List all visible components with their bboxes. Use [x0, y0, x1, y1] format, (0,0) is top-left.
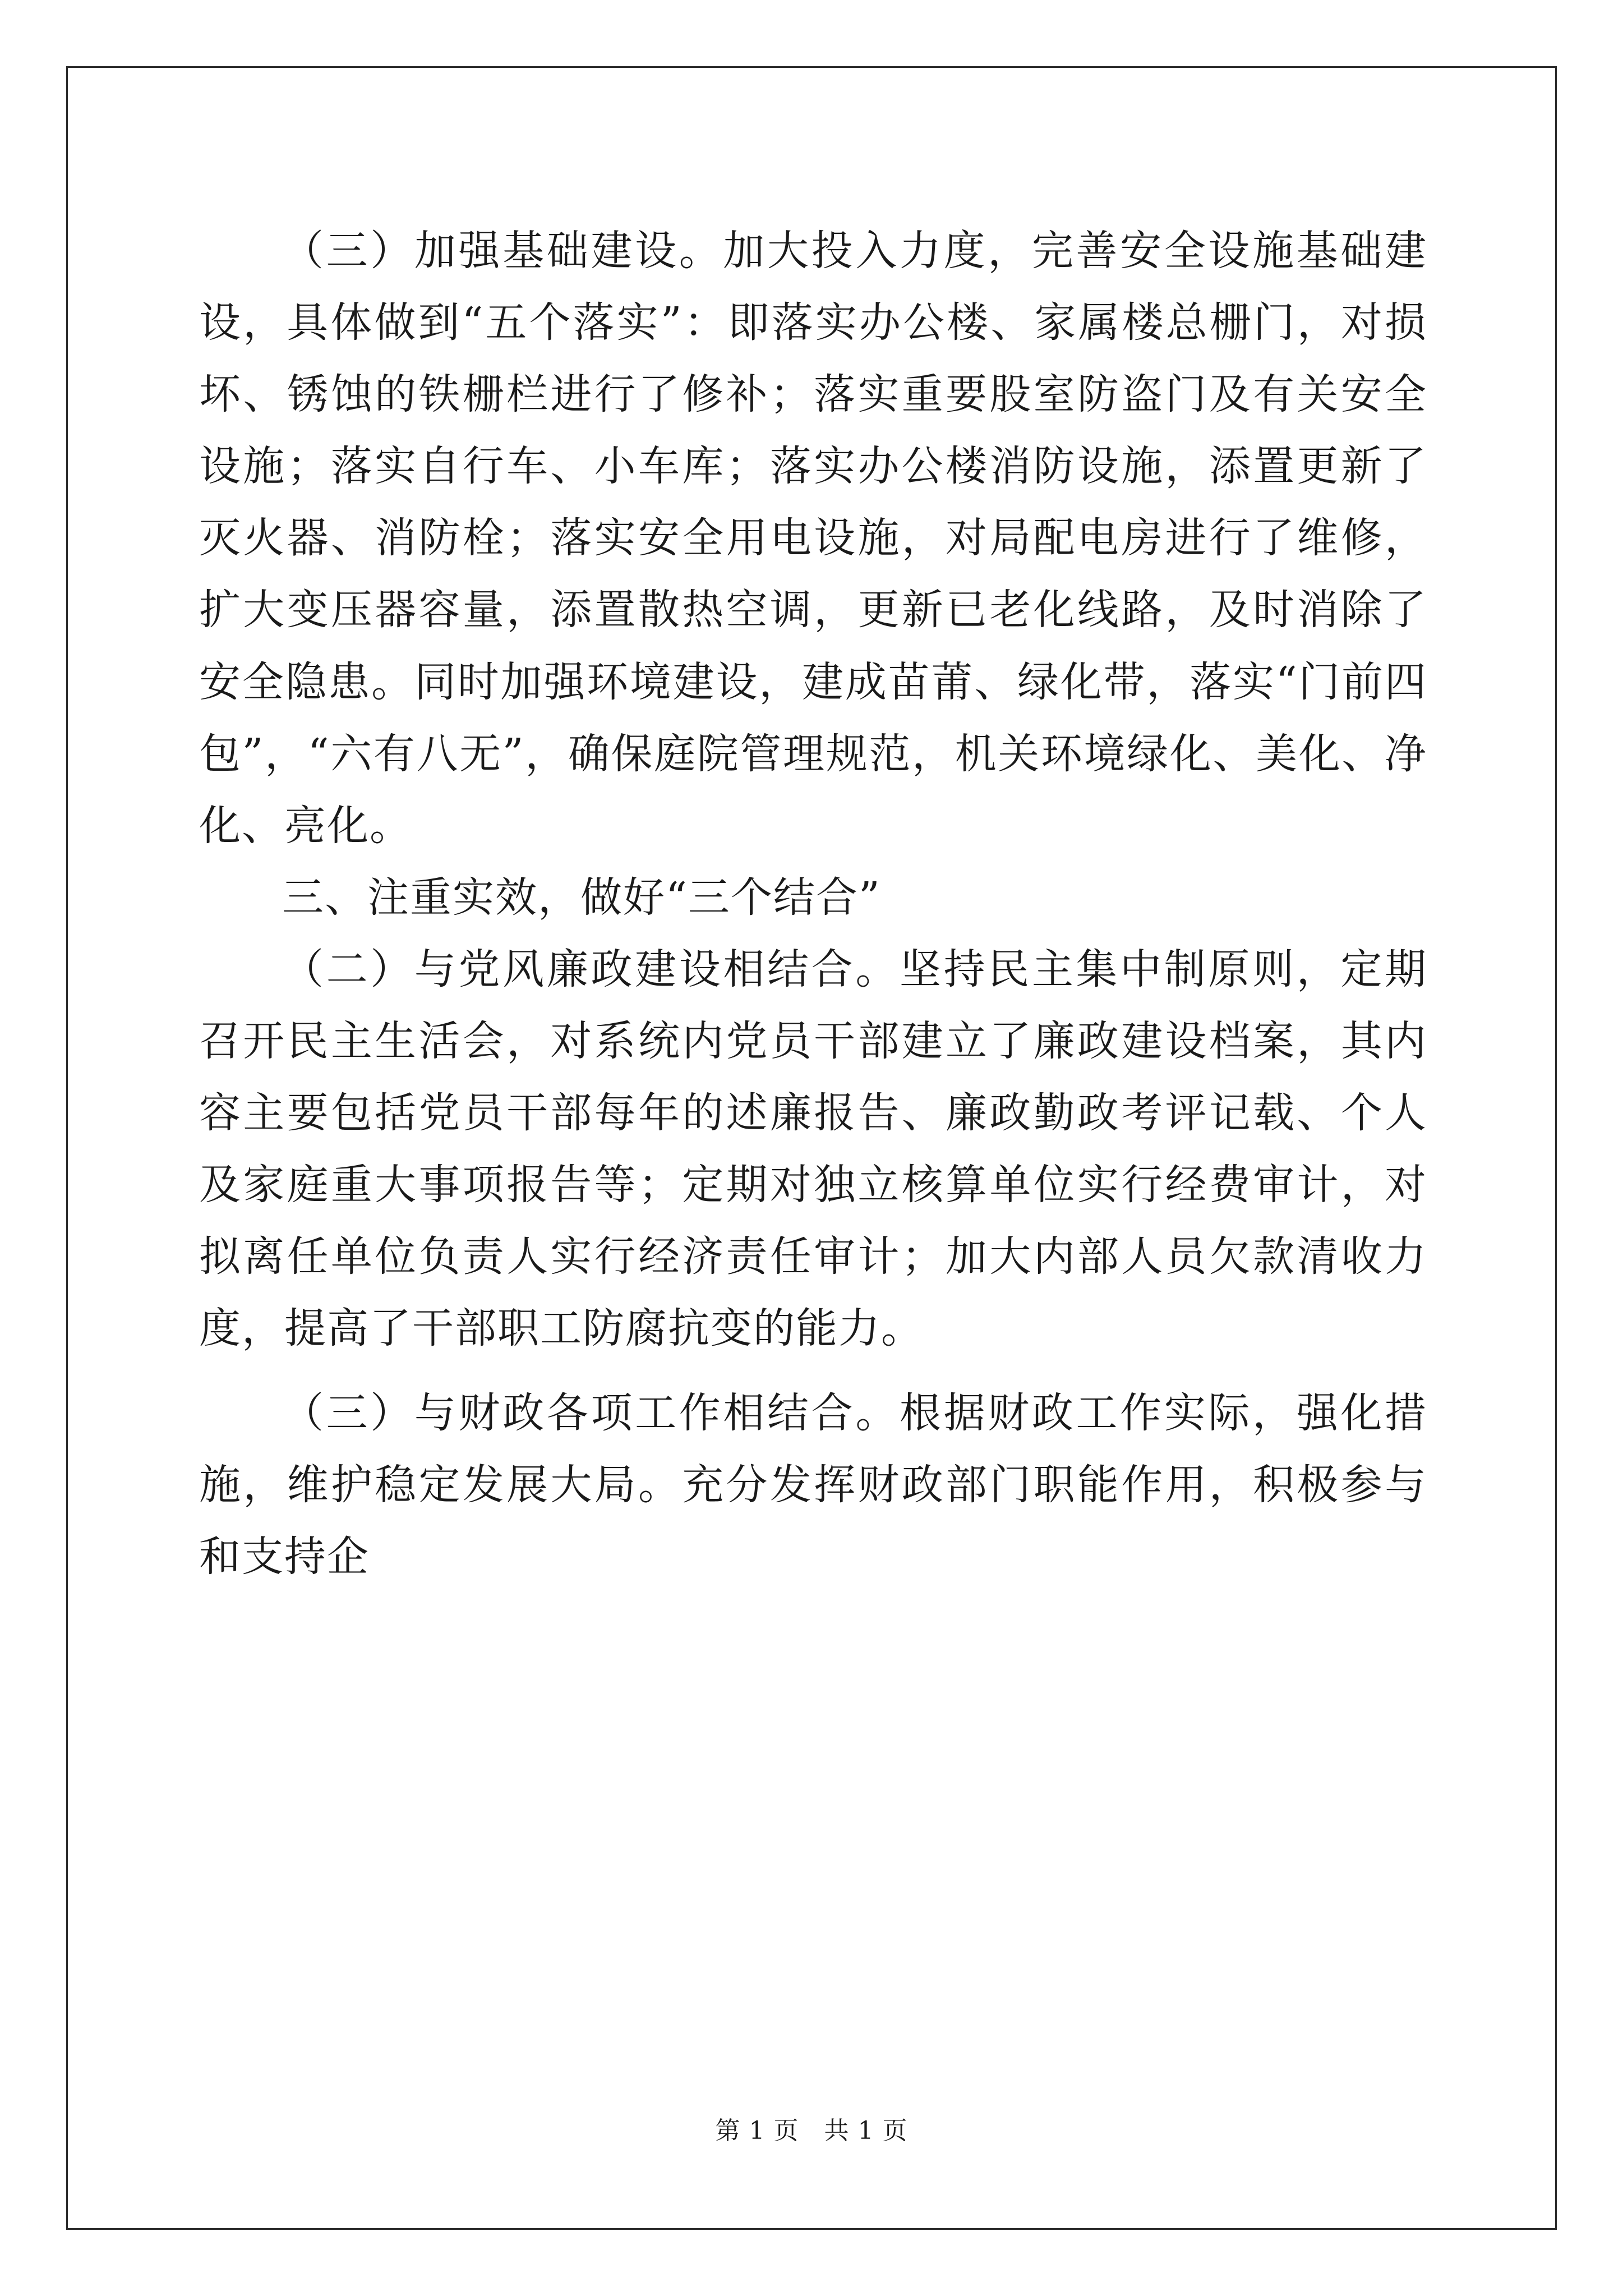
paragraph-anti-corruption: （二）与党风廉政建设相结合。坚持民主集中制原则，定期召开民主生活会，对系统内党员干部建立了廉政建设档案，其内容主要包括党员干部每年的述廉报告、廉政勤政考评记载、个人及家庭重大事项报告等；定期对独立核算单位实行经费审计，对拟离任单位负责人实行经济责任审计；加大内部人员欠款清收力度，提高了干部职工防腐抗变的能力。	[199, 945, 1427, 1353]
paragraph-infrastructure: （三）加强基础建设。加大投入力度，完善安全设施基础建设，具体做到“五个落实”：即落实办公楼、家属楼总栅门，对损坏、锈蚀的铁栅栏进行了修补；落实重要股室防盗门及有关安全设施；落实自行车、小车库；落实办公楼消防设施，添置更新了灭火器、消防栓；落实安全用电设施，对局配电房进行了维修，扩大变压器容量，添置散热空调，更新已老化线路，及时消除了安全隐患。同时加强环境建设，建成苗莆、绿化带，落实“门前四包”，“六有八无”，确保庭院管理规范，机关环境绿化、美化、净化、亮化。	[199, 227, 1427, 850]
section-heading: 三、注重实效，做好“三个结合”	[282, 873, 881, 922]
paragraph-finance-work: （三）与财政各项工作相结合。根据财政工作实际，强化措施，维护稳定发展大局。充分发挥财政部门职能作用，积极参与和支持企	[199, 1388, 1427, 1581]
page-number-footer: 第 1 页 共 1 页	[715, 2116, 908, 2145]
document-body	[199, 215, 1427, 1593]
paragraph-gap	[199, 1365, 1427, 1377]
